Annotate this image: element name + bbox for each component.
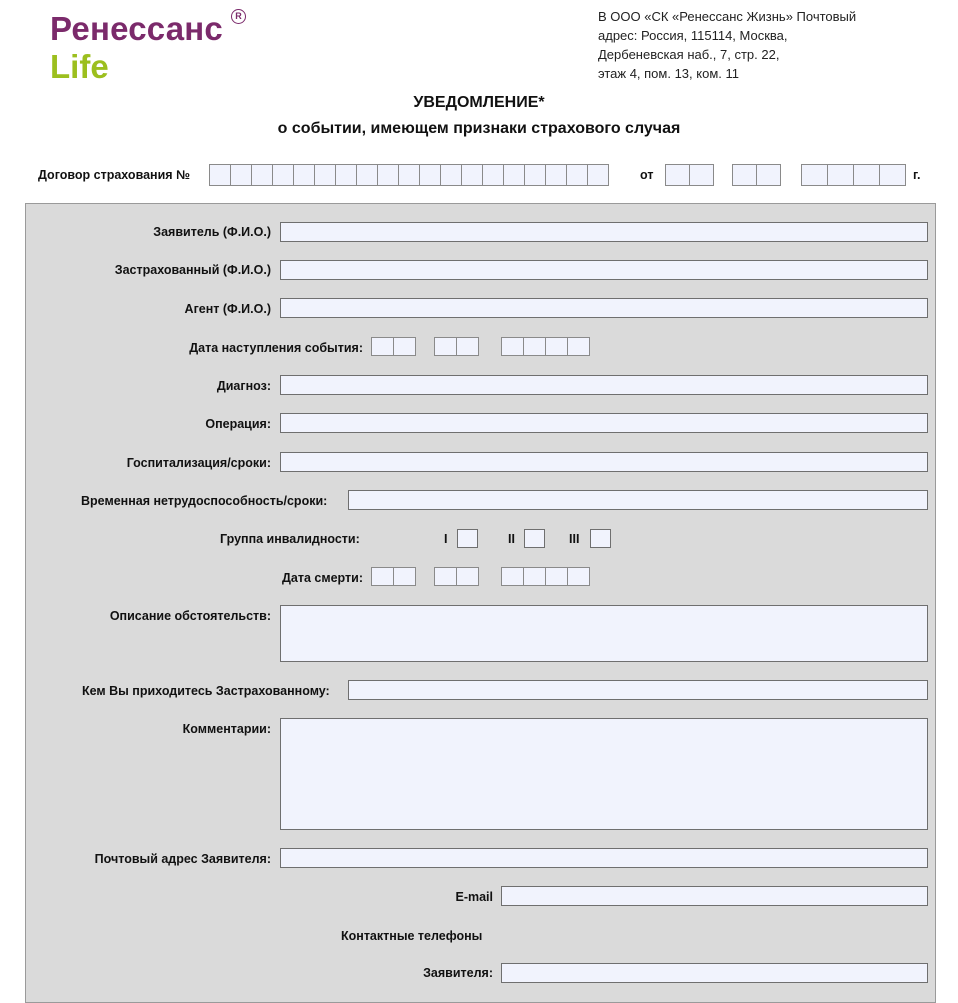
disability-group-2-checkbox[interactable]	[524, 529, 545, 548]
disability-group-3-checkbox[interactable]	[590, 529, 611, 548]
disability-group-2-label: II	[508, 532, 515, 546]
event-day-cell[interactable]	[371, 337, 394, 356]
contract-number-cell[interactable]	[545, 164, 567, 186]
contract-number-cell[interactable]	[587, 164, 609, 186]
applicant-label: Заявитель (Ф.И.О.)	[153, 225, 271, 239]
postal-address-label: Почтовый адрес Заявителя:	[94, 852, 271, 866]
comments-field[interactable]	[280, 718, 928, 830]
disability-group-1-label: I	[444, 532, 448, 546]
contract-year-cells[interactable]	[801, 164, 906, 186]
applicant-phone-field[interactable]	[501, 963, 928, 983]
contract-number-cell[interactable]	[209, 164, 231, 186]
insured-label: Застрахованный (Ф.И.О.)	[114, 263, 271, 277]
event-year-cell[interactable]	[567, 337, 590, 356]
contract-number-cell[interactable]	[440, 164, 462, 186]
comments-label: Комментарии:	[182, 722, 271, 736]
contract-number-cell[interactable]	[335, 164, 357, 186]
insured-field[interactable]	[280, 260, 928, 280]
disability-group-3-label: III	[569, 532, 580, 546]
death-year-cell[interactable]	[545, 567, 568, 586]
contract-number-cell[interactable]	[503, 164, 525, 186]
diagnosis-label: Диагноз:	[216, 379, 271, 393]
address-line: Дербеневская наб., 7, стр. 22,	[598, 47, 780, 62]
death-date-label: Дата смерти:	[282, 571, 363, 585]
death-day-cells[interactable]	[371, 567, 416, 586]
applicant-field[interactable]	[280, 222, 928, 242]
document-title: УВЕДОМЛЕНИЕ*	[413, 94, 545, 111]
contract-year-suffix: г.	[913, 168, 921, 182]
event-date-label: Дата наступления события:	[189, 341, 363, 355]
operation-field[interactable]	[280, 413, 928, 433]
circumstances-label: Описание обстоятельств:	[109, 609, 271, 623]
agent-label: Агент (Ф.И.О.)	[184, 302, 271, 316]
death-year-cell[interactable]	[523, 567, 546, 586]
event-day-cells[interactable]	[371, 337, 416, 356]
postal-address-field[interactable]	[280, 848, 928, 868]
recipient-address	[598, 7, 856, 83]
contract-number-cell[interactable]	[230, 164, 252, 186]
relation-field[interactable]	[348, 680, 928, 700]
contract-year-cell[interactable]	[853, 164, 880, 186]
event-year-cell[interactable]	[523, 337, 546, 356]
death-month-cell[interactable]	[434, 567, 457, 586]
contract-day-cell[interactable]	[665, 164, 690, 186]
contract-number-cell[interactable]	[419, 164, 441, 186]
hospitalization-field[interactable]	[280, 452, 928, 472]
death-month-cells[interactable]	[434, 567, 479, 586]
event-month-cell[interactable]	[456, 337, 479, 356]
contract-number-cell[interactable]	[461, 164, 483, 186]
logo-life: Life	[50, 48, 109, 85]
contract-number-label: Договор страхования №	[38, 168, 190, 182]
event-month-cells[interactable]	[434, 337, 479, 356]
contract-date-from-label: от	[640, 168, 654, 182]
contract-number-cells[interactable]	[209, 164, 609, 186]
contract-month-cells[interactable]	[732, 164, 781, 186]
contract-number-cell[interactable]	[377, 164, 399, 186]
death-year-cell[interactable]	[501, 567, 524, 586]
death-year-cell[interactable]	[567, 567, 590, 586]
event-day-cell[interactable]	[393, 337, 416, 356]
contract-month-cell[interactable]	[732, 164, 757, 186]
contract-year-cell[interactable]	[879, 164, 906, 186]
document-subtitle: о событии, имеющем признаки страхового случая	[277, 120, 681, 137]
death-month-cell[interactable]	[456, 567, 479, 586]
death-day-cell[interactable]	[371, 567, 394, 586]
event-month-cell[interactable]	[434, 337, 457, 356]
event-year-cells[interactable]	[501, 337, 590, 356]
address-line: В ООО «СК «Ренессанс Жизнь» Почтовый	[598, 9, 857, 24]
disability-group-1-checkbox[interactable]	[457, 529, 478, 548]
death-day-cell[interactable]	[393, 567, 416, 586]
contract-number-cell[interactable]	[566, 164, 588, 186]
temporary-disability-field[interactable]	[348, 490, 928, 510]
email-field[interactable]	[501, 886, 928, 906]
operation-label: Операция:	[205, 417, 271, 431]
death-year-cells[interactable]	[501, 567, 590, 586]
event-year-cell[interactable]	[501, 337, 524, 356]
disability-group-label: Группа инвалидности:	[220, 532, 360, 546]
relation-label: Кем Вы приходитесь Застрахованному:	[82, 684, 330, 698]
hospitalization-label: Госпитализация/сроки:	[126, 456, 271, 470]
contract-number-cell[interactable]	[356, 164, 378, 186]
agent-field[interactable]	[280, 298, 928, 318]
contact-phones-heading: Контактные телефоны	[341, 929, 483, 943]
event-year-cell[interactable]	[545, 337, 568, 356]
contract-number-cell[interactable]	[398, 164, 420, 186]
circumstances-field[interactable]	[280, 605, 928, 662]
contract-year-cell[interactable]	[827, 164, 854, 186]
diagnosis-field[interactable]	[280, 375, 928, 395]
address-line: адрес: Россия, 115114, Москва,	[598, 28, 788, 43]
logo-renaissance: Ренессанс	[50, 10, 223, 47]
contract-number-cell[interactable]	[314, 164, 336, 186]
contract-month-cell[interactable]	[756, 164, 781, 186]
contract-number-cell[interactable]	[272, 164, 294, 186]
contract-day-cell[interactable]	[689, 164, 714, 186]
contract-number-cell[interactable]	[524, 164, 546, 186]
contract-number-cell[interactable]	[482, 164, 504, 186]
email-label: E-mail	[455, 890, 493, 904]
applicant-phone-label: Заявителя:	[423, 966, 493, 980]
contract-number-cell[interactable]	[293, 164, 315, 186]
contract-day-cells[interactable]	[665, 164, 714, 186]
address-line: этаж 4, пом. 13, ком. 11	[598, 66, 739, 81]
event-form-panel	[25, 203, 936, 1003]
contract-number-cell[interactable]	[251, 164, 273, 186]
temporary-disability-label: Временная нетрудоспособность/сроки:	[81, 494, 328, 508]
contract-year-cell[interactable]	[801, 164, 828, 186]
registered-trademark-icon: R	[231, 9, 246, 24]
